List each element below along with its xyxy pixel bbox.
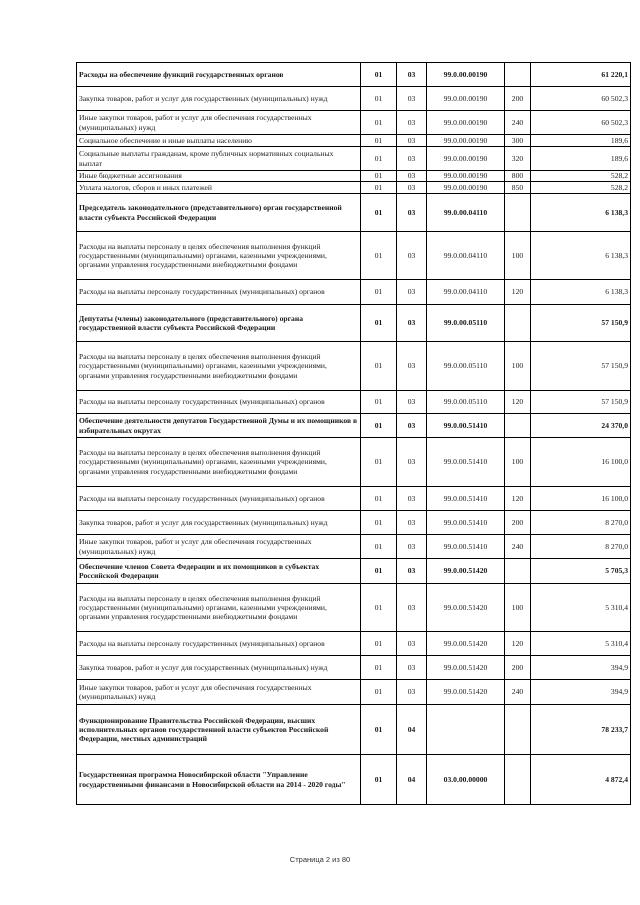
row-razdel: 01 xyxy=(361,487,397,511)
row-name: Председатель законодательного (представительного) орган государственной власти субъекта Российской Федерации xyxy=(77,194,361,232)
row-target-article: 99.0.00.00190 xyxy=(427,87,505,111)
table-row xyxy=(77,87,631,111)
row-razdel: 01 xyxy=(361,391,397,414)
row-amount: 4 872,4 xyxy=(531,755,631,805)
row-name: Функционирование Правительства Российской Федерации, высших исполнительных органов государственной власти субъектов Российской Федерации, местных администраций xyxy=(77,705,361,755)
table-row xyxy=(77,182,631,194)
row-razdel: 01 xyxy=(361,656,397,680)
table-row xyxy=(77,487,631,511)
row-razdel: 01 xyxy=(361,305,397,342)
row-expense-type: 800 xyxy=(505,171,531,182)
row-razdel: 01 xyxy=(361,135,397,147)
row-podrazdel: 03 xyxy=(397,414,427,438)
row-target-article: 99.0.00.51410 xyxy=(427,511,505,535)
table-row xyxy=(77,342,631,391)
row-target-article: 99.0.00.51410 xyxy=(427,438,505,487)
row-amount: 5 310,4 xyxy=(531,584,631,632)
table-row xyxy=(77,559,631,584)
row-amount: 6 138,3 xyxy=(531,194,631,232)
row-razdel: 01 xyxy=(361,147,397,171)
row-target-article: 99.0.00.51420 xyxy=(427,656,505,680)
table-row xyxy=(77,414,631,438)
row-amount: 16 100,0 xyxy=(531,438,631,487)
row-razdel: 01 xyxy=(361,705,397,755)
table-row xyxy=(77,171,631,182)
row-razdel: 01 xyxy=(361,438,397,487)
row-razdel: 01 xyxy=(361,414,397,438)
row-amount: 528,2 xyxy=(531,182,631,194)
row-target-article: 99.0.00.00190 xyxy=(427,171,505,182)
table-row xyxy=(77,111,631,135)
row-name: Расходы на выплаты персоналу в целях обеспечения выполнения функций государственными (муниципальными) органами, казенными учреждениями, органами управления государственными внебюджетными фондами xyxy=(77,342,361,391)
row-expense-type: 240 xyxy=(505,111,531,135)
row-expense-type: 850 xyxy=(505,182,531,194)
row-podrazdel: 03 xyxy=(397,342,427,391)
row-amount: 78 233,7 xyxy=(531,705,631,755)
table-row xyxy=(77,656,631,680)
row-name: Иные закупки товаров, работ и услуг для обеспечения государственных (муниципальных) нужд xyxy=(77,680,361,705)
row-podrazdel: 03 xyxy=(397,280,427,305)
row-target-article: 99.0.00.51410 xyxy=(427,414,505,438)
row-podrazdel: 03 xyxy=(397,680,427,705)
row-expense-type: 100 xyxy=(505,438,531,487)
row-expense-type: 120 xyxy=(505,280,531,305)
row-expense-type: 120 xyxy=(505,487,531,511)
row-razdel: 01 xyxy=(361,584,397,632)
row-amount: 6 138,3 xyxy=(531,280,631,305)
row-razdel: 01 xyxy=(361,559,397,584)
row-target-article: 99.0.00.51420 xyxy=(427,584,505,632)
row-expense-type xyxy=(505,705,531,755)
row-amount: 5 310,4 xyxy=(531,632,631,656)
row-target-article xyxy=(427,705,505,755)
row-target-article: 99.0.00.00190 xyxy=(427,147,505,171)
row-podrazdel: 03 xyxy=(397,111,427,135)
row-name: Закупка товаров, работ и услуг для государственных (муниципальных) нужд xyxy=(77,511,361,535)
row-target-article: 99.0.00.51420 xyxy=(427,559,505,584)
row-podrazdel: 03 xyxy=(397,511,427,535)
table-row xyxy=(77,680,631,705)
row-expense-type: 240 xyxy=(505,680,531,705)
row-razdel: 01 xyxy=(361,182,397,194)
budget-table-body xyxy=(77,63,631,805)
row-amount: 61 220,1 xyxy=(531,63,631,87)
row-name: Расходы на выплаты персоналу государственных (муниципальных) органов xyxy=(77,632,361,656)
row-amount: 57 150,9 xyxy=(531,391,631,414)
row-target-article: 99.0.00.00190 xyxy=(427,135,505,147)
row-amount: 394,9 xyxy=(531,656,631,680)
row-target-article: 99.0.00.05110 xyxy=(427,305,505,342)
row-expense-type: 120 xyxy=(505,391,531,414)
row-amount: 24 370,0 xyxy=(531,414,631,438)
row-expense-type: 320 xyxy=(505,147,531,171)
row-podrazdel: 03 xyxy=(397,182,427,194)
row-expense-type: 100 xyxy=(505,584,531,632)
row-name: Иные закупки товаров, работ и услуг для обеспечения государственных (муниципальных) нужд xyxy=(77,111,361,135)
row-razdel: 01 xyxy=(361,232,397,280)
row-podrazdel: 04 xyxy=(397,705,427,755)
table-row xyxy=(77,755,631,805)
row-amount: 6 138,3 xyxy=(531,232,631,280)
row-expense-type: 300 xyxy=(505,135,531,147)
table-row xyxy=(77,232,631,280)
row-amount: 394,9 xyxy=(531,680,631,705)
row-razdel: 01 xyxy=(361,511,397,535)
row-name: Обеспечение членов Совета Федерации и их помощников в субъектах Российской Федерации xyxy=(77,559,361,584)
row-name: Расходы на выплаты персоналу государственных (муниципальных) органов xyxy=(77,391,361,414)
table-row xyxy=(77,194,631,232)
row-podrazdel: 03 xyxy=(397,194,427,232)
row-podrazdel: 03 xyxy=(397,305,427,342)
table-row xyxy=(77,705,631,755)
table-row xyxy=(77,511,631,535)
row-expense-type: 100 xyxy=(505,342,531,391)
row-amount: 60 502,3 xyxy=(531,111,631,135)
row-name: Расходы на обеспечение функций государственных органов xyxy=(77,63,361,87)
table-row xyxy=(77,535,631,559)
row-name: Иные закупки товаров, работ и услуг для обеспечения государственных (муниципальных) нужд xyxy=(77,535,361,559)
row-name: Социальное обеспечение и иные выплаты населению xyxy=(77,135,361,147)
table-row xyxy=(77,584,631,632)
row-amount: 189,6 xyxy=(531,147,631,171)
row-name: Государственная программа Новосибирской области "Управление государственными финансами в Новосибирской области на 2014 - 2020 годы" xyxy=(77,755,361,805)
row-amount: 8 270,0 xyxy=(531,511,631,535)
row-amount: 57 150,9 xyxy=(531,305,631,342)
row-amount: 528,2 xyxy=(531,171,631,182)
row-target-article: 99.0.00.51420 xyxy=(427,632,505,656)
row-name: Уплата налогов, сборов и иных платежей xyxy=(77,182,361,194)
row-target-article: 99.0.00.51410 xyxy=(427,487,505,511)
row-name: Обеспечение деятельности депутатов Государственной Думы и их помощников в избирательных округах xyxy=(77,414,361,438)
table-row xyxy=(77,63,631,87)
row-razdel: 01 xyxy=(361,535,397,559)
table-row xyxy=(77,280,631,305)
row-target-article: 99.0.00.04110 xyxy=(427,232,505,280)
row-expense-type xyxy=(505,755,531,805)
table-row xyxy=(77,632,631,656)
row-expense-type: 200 xyxy=(505,656,531,680)
row-podrazdel: 03 xyxy=(397,171,427,182)
row-razdel: 01 xyxy=(361,755,397,805)
row-razdel: 01 xyxy=(361,342,397,391)
row-amount: 8 270,0 xyxy=(531,535,631,559)
row-amount: 60 502,3 xyxy=(531,87,631,111)
row-razdel: 01 xyxy=(361,87,397,111)
row-name: Депутаты (члены) законодательного (представительного) органа государственной власти субъекта Российской Федерации xyxy=(77,305,361,342)
row-expense-type: 200 xyxy=(505,511,531,535)
row-podrazdel: 03 xyxy=(397,559,427,584)
row-podrazdel: 03 xyxy=(397,656,427,680)
row-expense-type xyxy=(505,305,531,342)
row-razdel: 01 xyxy=(361,111,397,135)
row-podrazdel: 03 xyxy=(397,438,427,487)
budget-table xyxy=(76,62,631,805)
row-amount: 189,6 xyxy=(531,135,631,147)
table-row xyxy=(77,438,631,487)
row-razdel: 01 xyxy=(361,63,397,87)
row-target-article: 99.0.00.00190 xyxy=(427,111,505,135)
row-expense-type: 240 xyxy=(505,535,531,559)
row-podrazdel: 03 xyxy=(397,147,427,171)
table-row xyxy=(77,147,631,171)
row-expense-type: 200 xyxy=(505,87,531,111)
row-name: Расходы на выплаты персоналу в целях обеспечения выполнения функций государственными (муниципальными) органами, казенными учреждениями, органами управления государственными внебюджетными фондами xyxy=(77,584,361,632)
row-razdel: 01 xyxy=(361,171,397,182)
row-razdel: 01 xyxy=(361,280,397,305)
row-razdel: 01 xyxy=(361,194,397,232)
row-target-article: 99.0.00.04110 xyxy=(427,194,505,232)
row-target-article: 99.0.00.04110 xyxy=(427,280,505,305)
row-razdel: 01 xyxy=(361,680,397,705)
row-expense-type: 120 xyxy=(505,632,531,656)
row-podrazdel: 03 xyxy=(397,87,427,111)
row-target-article: 99.0.00.00190 xyxy=(427,182,505,194)
row-target-article: 99.0.00.51420 xyxy=(427,680,505,705)
row-expense-type: 100 xyxy=(505,232,531,280)
row-podrazdel: 03 xyxy=(397,135,427,147)
row-podrazdel: 03 xyxy=(397,487,427,511)
row-podrazdel: 04 xyxy=(397,755,427,805)
row-podrazdel: 03 xyxy=(397,584,427,632)
table-row xyxy=(77,305,631,342)
row-target-article: 99.0.00.05110 xyxy=(427,391,505,414)
row-name: Иные бюджетные ассигнования xyxy=(77,171,361,182)
row-razdel: 01 xyxy=(361,632,397,656)
row-name: Закупка товаров, работ и услуг для государственных (муниципальных) нужд xyxy=(77,656,361,680)
row-expense-type xyxy=(505,414,531,438)
row-name: Расходы на выплаты персоналу государственных (муниципальных) органов xyxy=(77,487,361,511)
row-name: Расходы на выплаты персоналу государственных (муниципальных) органов xyxy=(77,280,361,305)
page-footer: Страница 2 из 80 xyxy=(289,855,351,864)
row-amount: 5 705,3 xyxy=(531,559,631,584)
row-target-article: 99.0.00.51410 xyxy=(427,535,505,559)
table-row xyxy=(77,135,631,147)
row-target-article: 99.0.00.00190 xyxy=(427,63,505,87)
row-target-article: 03.0.00.00000 xyxy=(427,755,505,805)
row-podrazdel: 03 xyxy=(397,535,427,559)
row-name: Закупка товаров, работ и услуг для государственных (муниципальных) нужд xyxy=(77,87,361,111)
row-name: Социальные выплаты гражданам, кроме публичных нормативных социальных выплат xyxy=(77,147,361,171)
row-podrazdel: 03 xyxy=(397,632,427,656)
row-podrazdel: 03 xyxy=(397,63,427,87)
row-podrazdel: 03 xyxy=(397,391,427,414)
row-name: Расходы на выплаты персоналу в целях обеспечения выполнения функций государственными (муниципальными) органами, казенными учреждениями, органами управления государственными внебюджетными фондами xyxy=(77,232,361,280)
row-name: Расходы на выплаты персоналу в целях обеспечения выполнения функций государственными (муниципальными) органами, казенными учреждениями, органами управления государственными внебюджетными фондами xyxy=(77,438,361,487)
row-amount: 57 150,9 xyxy=(531,342,631,391)
table-row xyxy=(77,391,631,414)
row-expense-type xyxy=(505,559,531,584)
row-podrazdel: 03 xyxy=(397,232,427,280)
row-expense-type xyxy=(505,63,531,87)
row-expense-type xyxy=(505,194,531,232)
row-target-article: 99.0.00.05110 xyxy=(427,342,505,391)
row-amount: 16 100,0 xyxy=(531,487,631,511)
